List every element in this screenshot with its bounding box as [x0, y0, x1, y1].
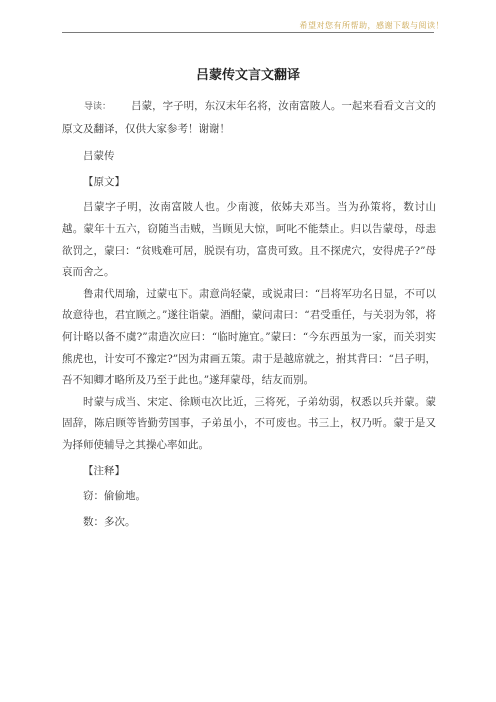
guide-paragraph: [62, 96, 436, 140]
note-item: 窃：偷偷地。: [83, 490, 146, 503]
document-title: 吕蒙传文言文翻译: [195, 68, 300, 83]
paragraph: 时蒙与成当、宋定、徐顾屯次比近，三将死，子弟幼弱，权悉以兵并蒙。蒙固辞，陈启顾等皆勤劳国事，子弟虽小，不可废也。书三上，权乃听。蒙于是又为择师使辅导之其操心率如此。: [62, 395, 436, 451]
paragraph: 鲁肃代周瑜，过蒙屯下。肃意尚轻蒙，或说肃曰：“吕将军功名日显，不可以故意待也，君宜顾之。”遂往诣蒙。酒酣，蒙问肃曰：“君受重任，与关羽为邻，将何计略以备不虞?”肃造次应曰：“临时施宜。”蒙曰：“今东西虽为一家，而关羽实熊虎也，计安可不豫定?”因为肃画五策。肃于是越席就之，拊其背曰：“吕子明，吾不知卿才略所及乃至于此也。”遂拜蒙母，结友而别。: [62, 287, 436, 387]
section-notes: 【注释】: [83, 464, 125, 477]
guide-text: 吕蒙，字子明，东汉末年名将，汝南富陂人。一起来看看文言文的原文及翻译，仅供大家参考！谢谢！: [62, 100, 436, 135]
header-note: 希望对您有所帮助，感谢下载与阅读！: [299, 21, 444, 30]
paragraph: 吕蒙字子明，汝南富陂人也。少南渡，依姊夫邓当。当为孙策将，数讨山越。蒙年十五六，窃随当击贼，当顾见大惊，呵叱不能禁止。归以告蒙母，母恚欲罚之，蒙曰：“贫贱难可居，脱误有功，富贵可致。且不探虎穴，安得虎子?”母哀而舍之。: [62, 201, 436, 279]
guide-label: 导读：: [84, 102, 112, 112]
subtitle: 吕蒙传: [83, 150, 115, 163]
note-item: 数：多次。: [83, 515, 136, 528]
section-original: 【原文】: [83, 175, 125, 188]
header-divider: [62, 32, 434, 33]
document-body: [62, 96, 436, 533]
